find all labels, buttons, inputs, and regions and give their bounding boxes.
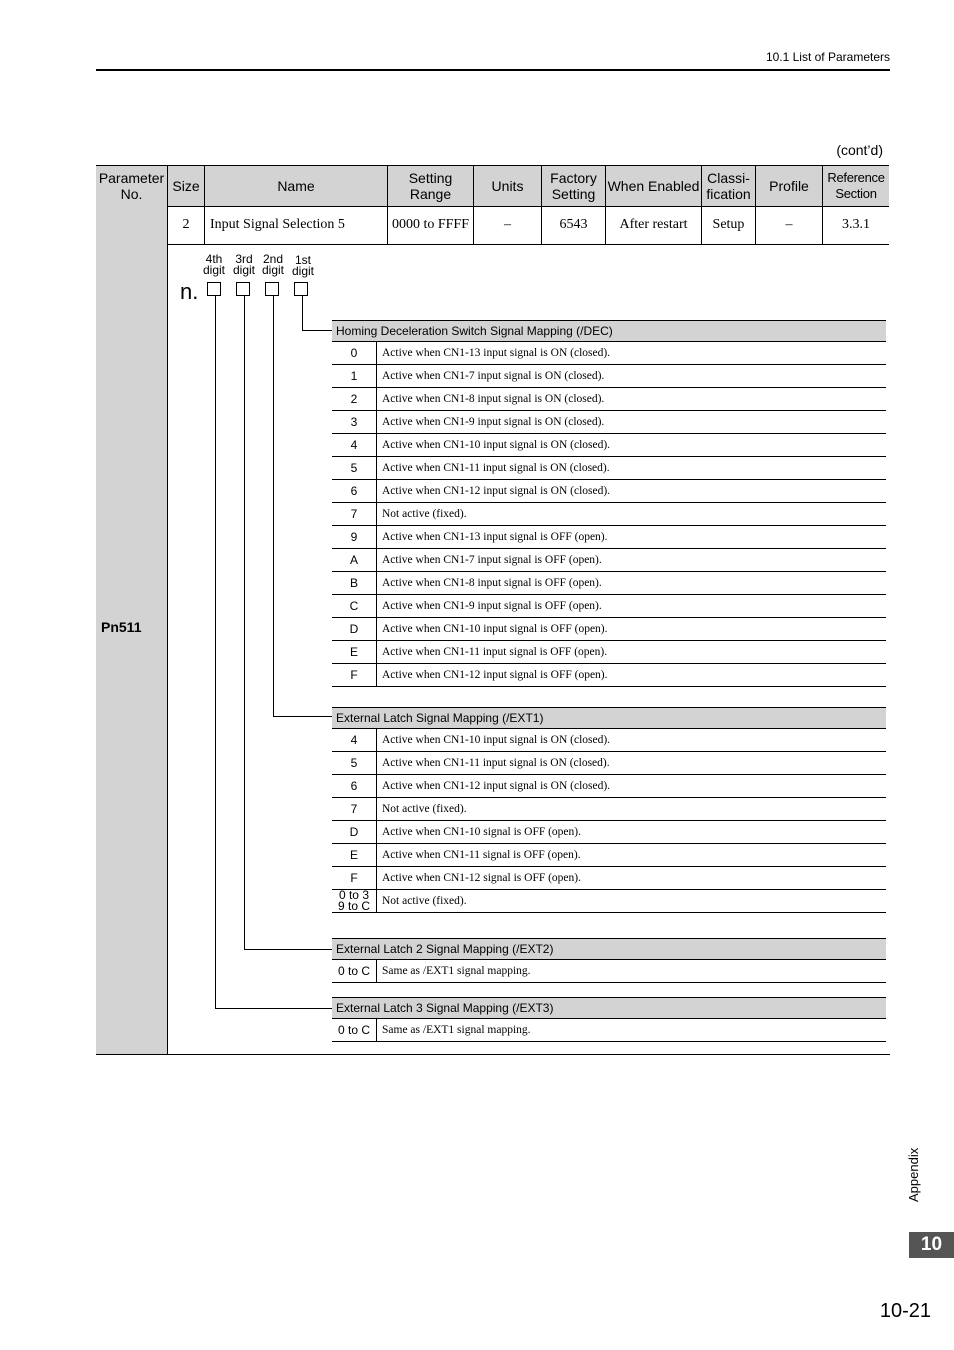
setting-code: E xyxy=(332,641,377,663)
table-row xyxy=(332,411,886,434)
table-row xyxy=(168,205,889,245)
setting-description: Active when CN1-12 input signal is ON (closed). xyxy=(382,780,611,792)
section-ext1-rows xyxy=(332,729,886,913)
setting-description: Same as /EXT1 signal mapping. xyxy=(382,965,531,977)
setting-code: 3 xyxy=(332,411,377,433)
setting-code: 0 to C xyxy=(332,960,377,982)
setting-description: Active when CN1-10 input signal is ON (closed). xyxy=(382,439,611,451)
setting-code: 4 xyxy=(332,729,377,751)
cell-setting-range: 0000 to FFFF xyxy=(388,205,474,244)
cell-when-enabled: After restart xyxy=(606,205,702,244)
col-header-reference: Reference Section xyxy=(823,166,889,206)
connector-1st-h xyxy=(302,330,333,331)
digit-label-4th: 4th digit xyxy=(202,252,225,277)
table-row xyxy=(332,960,886,983)
setting-description: Not active (fixed). xyxy=(382,508,467,520)
section-ext3-rows xyxy=(332,1019,886,1042)
setting-description: Active when CN1-10 signal is OFF (open). xyxy=(382,826,581,838)
setting-code: F xyxy=(332,664,377,686)
setting-code: 7 xyxy=(332,503,377,525)
col-header-profile: Profile xyxy=(756,166,823,206)
cell-units: – xyxy=(474,205,542,244)
setting-code: F xyxy=(332,867,377,889)
digit-prefix: n. xyxy=(180,279,199,304)
col-header-when-enabled: When Enabled xyxy=(606,166,702,206)
setting-description: Active when CN1-11 input signal is ON (closed). xyxy=(382,462,610,474)
table-row xyxy=(332,480,886,503)
setting-code: 0 to C xyxy=(332,1019,377,1041)
table-bottom-rule xyxy=(96,1054,890,1055)
setting-description: Not active (fixed). xyxy=(382,895,467,907)
setting-code: 7 xyxy=(332,798,377,820)
setting-description: Active when CN1-9 input signal is ON (closed). xyxy=(382,416,605,428)
continued-label: (cont’d) xyxy=(836,142,883,158)
setting-code: E xyxy=(332,844,377,866)
digit-box-2nd xyxy=(265,282,279,296)
setting-code: 6 xyxy=(332,775,377,797)
section-ext2 xyxy=(332,938,886,983)
table-row xyxy=(332,595,886,618)
setting-description: Not active (fixed). xyxy=(382,803,467,815)
connector-1st xyxy=(302,296,303,331)
setting-description: Active when CN1-13 input signal is ON (closed). xyxy=(382,347,611,359)
setting-description: Active when CN1-7 input signal is OFF (open). xyxy=(382,554,602,566)
section-ext2-rows xyxy=(332,960,886,983)
setting-description: Active when CN1-11 input signal is OFF (open). xyxy=(382,646,608,658)
table-row xyxy=(332,365,886,388)
connector-2nd xyxy=(273,296,274,717)
setting-code: B xyxy=(332,572,377,594)
cell-factory-setting: 6543 xyxy=(542,205,606,244)
setting-code: 9 xyxy=(332,526,377,548)
table-row xyxy=(332,798,886,821)
section-dec-title: Homing Deceleration Switch Signal Mapping (/DEC) xyxy=(332,320,886,342)
table-row xyxy=(332,549,886,572)
section-ext3 xyxy=(332,997,886,1042)
table-row xyxy=(332,664,886,687)
table-row xyxy=(332,641,886,664)
table-row xyxy=(332,775,886,798)
digit-box-1st xyxy=(294,282,308,296)
table-header-row xyxy=(96,165,889,207)
setting-description: Active when CN1-13 input signal is OFF (open). xyxy=(382,531,608,543)
cell-size: 2 xyxy=(168,205,205,244)
connector-3rd xyxy=(244,296,245,950)
setting-description: Active when CN1-7 input signal is ON (closed). xyxy=(382,370,605,382)
connector-4th-h xyxy=(215,1008,333,1009)
col-header-size: Size xyxy=(168,166,205,206)
setting-code: 6 xyxy=(332,480,377,502)
col-header-param-no: Parameter No. xyxy=(96,166,168,206)
side-tab xyxy=(880,1140,950,1210)
setting-code: A xyxy=(332,549,377,571)
table-row xyxy=(332,457,886,480)
setting-code: 1 xyxy=(332,365,377,387)
digit-label-1st: 1st digit xyxy=(291,253,314,278)
setting-description: Active when CN1-10 input signal is OFF (open). xyxy=(382,623,608,635)
digit-box-3rd xyxy=(236,282,250,296)
setting-code: 4 xyxy=(332,434,377,456)
param-number: Pn511 xyxy=(101,619,142,635)
setting-description: Active when CN1-12 input signal is ON (closed). xyxy=(382,485,611,497)
setting-description: Active when CN1-12 signal is OFF (open). xyxy=(382,872,581,884)
setting-description: Active when CN1-12 input signal is OFF (open). xyxy=(382,669,608,681)
setting-description: Active when CN1-11 input signal is ON (closed). xyxy=(382,757,610,769)
col-header-classification: Classi-fication xyxy=(702,166,756,206)
digit-label-2nd: 2nd digit xyxy=(261,252,284,277)
table-row xyxy=(332,503,886,526)
setting-code: 0 to 3 9 to C xyxy=(332,890,377,912)
cell-name: Input Signal Selection 5 xyxy=(205,205,388,244)
connector-2nd-h xyxy=(273,716,333,717)
cell-classification: Setup xyxy=(702,205,756,244)
section-ext1-title: External Latch Signal Mapping (/EXT1) xyxy=(332,707,886,729)
table-row xyxy=(332,388,886,411)
table-row xyxy=(332,342,886,365)
header-rule xyxy=(96,69,890,71)
digit-box-4th xyxy=(207,282,221,296)
setting-description: Active when CN1-8 input signal is ON (closed). xyxy=(382,393,605,405)
running-header: 10.1 List of Parameters xyxy=(765,50,890,64)
table-row xyxy=(332,821,886,844)
setting-code: 5 xyxy=(332,752,377,774)
setting-description: Active when CN1-11 signal is OFF (open). xyxy=(382,849,581,861)
setting-description: Active when CN1-8 input signal is OFF (open). xyxy=(382,577,602,589)
table-row xyxy=(332,618,886,641)
section-ext3-title: External Latch 3 Signal Mapping (/EXT3) xyxy=(332,997,886,1019)
setting-code: 2 xyxy=(332,388,377,410)
setting-description: Active when CN1-10 input signal is ON (closed). xyxy=(382,734,611,746)
chapter-badge: 10 xyxy=(909,1232,954,1258)
setting-code: D xyxy=(332,821,377,843)
digit-label-3rd: 3rd digit xyxy=(232,252,255,277)
setting-description: Same as /EXT1 signal mapping. xyxy=(382,1024,531,1036)
connector-4th xyxy=(215,296,216,1009)
table-row xyxy=(332,729,886,752)
section-ext1 xyxy=(332,707,886,913)
side-tab-label: Appendix xyxy=(906,1147,921,1202)
connector-3rd-h xyxy=(244,949,333,950)
table-row xyxy=(332,867,886,890)
cell-profile: – xyxy=(756,205,823,244)
col-header-setting-range: Setting Range xyxy=(388,166,474,206)
setting-code: 5 xyxy=(332,457,377,479)
table-row xyxy=(332,844,886,867)
setting-code: 0 xyxy=(332,342,377,364)
setting-code: C xyxy=(332,595,377,617)
table-row xyxy=(332,434,886,457)
table-row xyxy=(332,526,886,549)
table-row xyxy=(332,890,886,913)
col-header-units: Units xyxy=(474,166,542,206)
section-dec xyxy=(332,320,886,687)
cell-reference: 3.3.1 xyxy=(842,217,870,232)
setting-code: D xyxy=(332,618,377,640)
col-header-factory-setting: Factory Setting xyxy=(542,166,606,206)
section-ext2-title: External Latch 2 Signal Mapping (/EXT2) xyxy=(332,938,886,960)
table-row xyxy=(332,572,886,595)
page-number: 10-21 xyxy=(879,1300,931,1322)
table-row xyxy=(332,752,886,775)
table-row xyxy=(332,1019,886,1042)
setting-description: Active when CN1-9 input signal is OFF (open). xyxy=(382,600,602,612)
section-dec-rows xyxy=(332,342,886,687)
col-header-name: Name xyxy=(205,166,388,206)
